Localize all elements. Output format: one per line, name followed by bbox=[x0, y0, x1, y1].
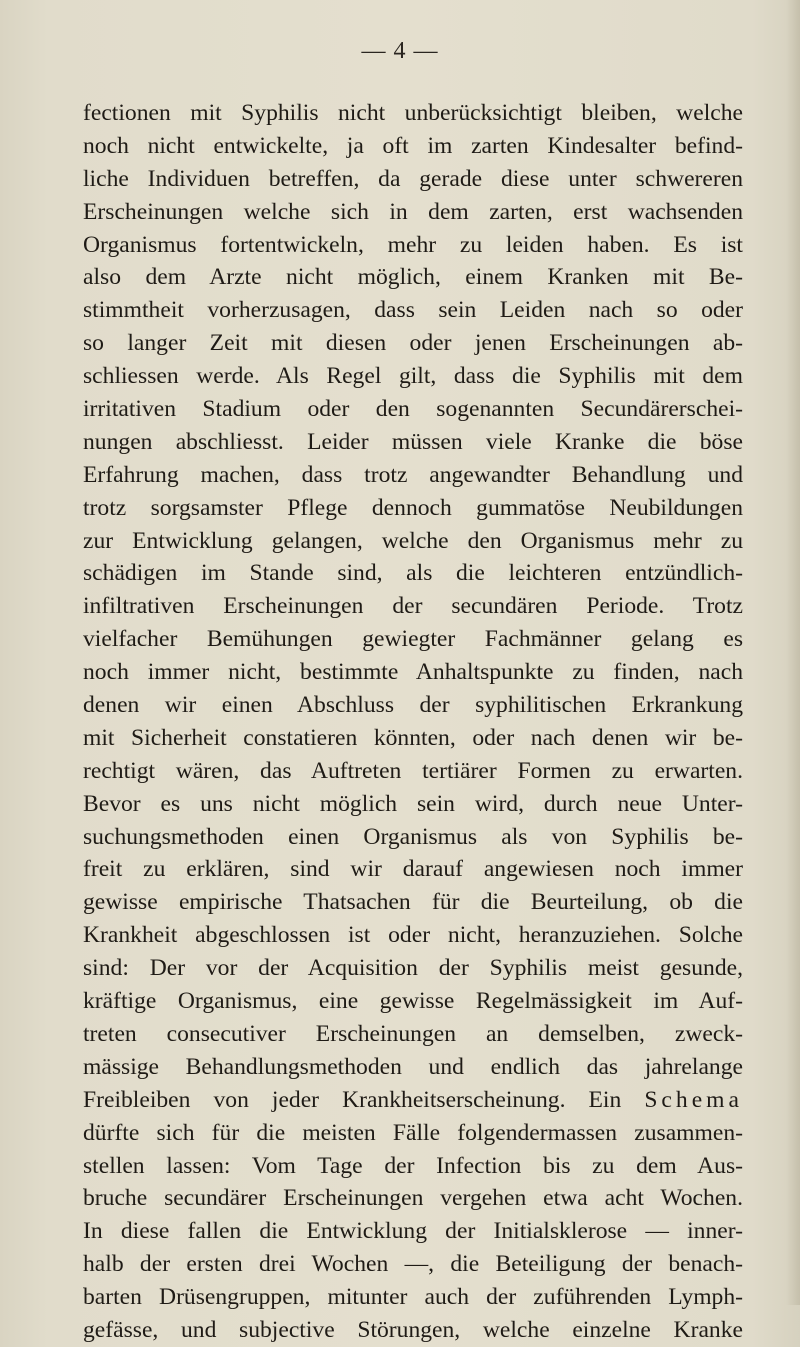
text-line: Erfahrung machen, dass trotz angewandter Behandlung und bbox=[83, 461, 743, 488]
text-line: gefässe, und subjective Störungen, welche einzelne Kranke bbox=[83, 1316, 743, 1343]
text-line: freit zu erklären, sind wir darauf angewiesen noch immer bbox=[83, 856, 743, 883]
text-line: kräftige Organismus, eine gewisse Regelmässigkeit im Auf- bbox=[83, 988, 743, 1015]
text-line: fectionen mit Syphilis nicht unberücksichtigt bleiben, welche bbox=[83, 100, 743, 126]
text-line: nungen abschliesst. Leider müssen viele Kranke die böse bbox=[83, 428, 743, 455]
text-line: In diese fallen die Entwicklung der Initialsklerose — inner- bbox=[83, 1218, 743, 1245]
text-line: mässige Behandlungsmethoden und endlich das jahrelange bbox=[83, 1053, 743, 1080]
text-line: also dem Arzte nicht möglich, einem Kranken mit Be- bbox=[83, 264, 743, 291]
text-line: denen wir einen Abschluss der syphilitischen Erkrankung bbox=[83, 692, 743, 719]
body-text bbox=[83, 97, 743, 1347]
text-line: vielfacher Bemühungen gewiegter Fachmänner gelang es bbox=[83, 626, 743, 653]
text-line: noch nicht entwickelte, ja oft im zarten Kindesalter befind- bbox=[83, 132, 743, 159]
text-line: sind: Der vor der Acquisition der Syphilis meist gesunde, bbox=[83, 955, 743, 982]
text-line: Krankheit abgeschlossen ist oder nicht, heranzuziehen. Solche bbox=[83, 922, 743, 949]
text-line: treten consecutiver Erscheinungen an demselben, zweck- bbox=[83, 1020, 743, 1047]
text-line: noch immer nicht, bestimmte Anhaltspunkte zu finden, nach bbox=[83, 659, 743, 686]
text-line: Erscheinungen welche sich in dem zarten, erst wachsenden bbox=[83, 198, 743, 225]
text-line: zur Entwicklung gelangen, welche den Organismus mehr zu bbox=[83, 527, 743, 554]
text-line: so langer Zeit mit diesen oder jenen Erscheinungen ab- bbox=[83, 330, 743, 357]
text-line: liche Individuen betreffen, da gerade diese unter schwereren bbox=[83, 165, 743, 192]
text-line: schliessen werde. Als Regel gilt, dass die Syphilis mit dem bbox=[83, 363, 743, 390]
text-line: suchungsmethoden einen Organismus als von Syphilis be- bbox=[83, 823, 743, 850]
text-line: stimmtheit vorherzusagen, dass sein Leiden nach so oder bbox=[83, 297, 743, 324]
text-line: halb der ersten drei Wochen —, die Beteiligung der benach- bbox=[83, 1251, 743, 1278]
spaced-word: Schema bbox=[644, 1086, 743, 1113]
text-line: Organismus fortentwickeln, mehr zu leiden haben. Es ist bbox=[83, 231, 743, 258]
text-line: stellen lassen: Vom Tage der Infection bis zu dem Aus- bbox=[83, 1152, 743, 1179]
text-line: rechtigt wären, das Auftreten tertiärer Formen zu erwarten. bbox=[83, 757, 743, 784]
text-line-start: Freibleiben von jeder Krankheitserscheinung. Ein bbox=[83, 1086, 622, 1113]
page-number: — 4 — bbox=[361, 38, 439, 64]
text-line: bruche secundärer Erscheinungen vergehen etwa acht Wochen. bbox=[83, 1185, 743, 1212]
page-edge-shadow bbox=[786, 0, 800, 1305]
text-line: irritativen Stadium oder den sogenannten Secundärerschei- bbox=[83, 396, 743, 423]
text-line: trotz sorgsamster Pflege dennoch gummatöse Neubildungen bbox=[83, 494, 743, 521]
text-line: mit Sicherheit constatieren könnten, oder nach denen wir be- bbox=[83, 724, 743, 751]
text-line: barten Drüsengruppen, mitunter auch der zuführenden Lymph- bbox=[83, 1284, 743, 1311]
text-line: Bevor es uns nicht möglich sein wird, durch neue Unter- bbox=[83, 790, 743, 817]
text-line: dürfte sich für die meisten Fälle folgendermassen zusammen- bbox=[83, 1119, 743, 1146]
text-line: schädigen im Stande sind, als die leichteren entzündlich- bbox=[83, 560, 743, 587]
text-line: infiltrativen Erscheinungen der secundären Periode. Trotz bbox=[83, 593, 743, 620]
text-line-with-spaced-word bbox=[83, 1084, 743, 1117]
text-line: gewisse empirische Thatsachen für die Beurteilung, ob die bbox=[83, 889, 743, 916]
